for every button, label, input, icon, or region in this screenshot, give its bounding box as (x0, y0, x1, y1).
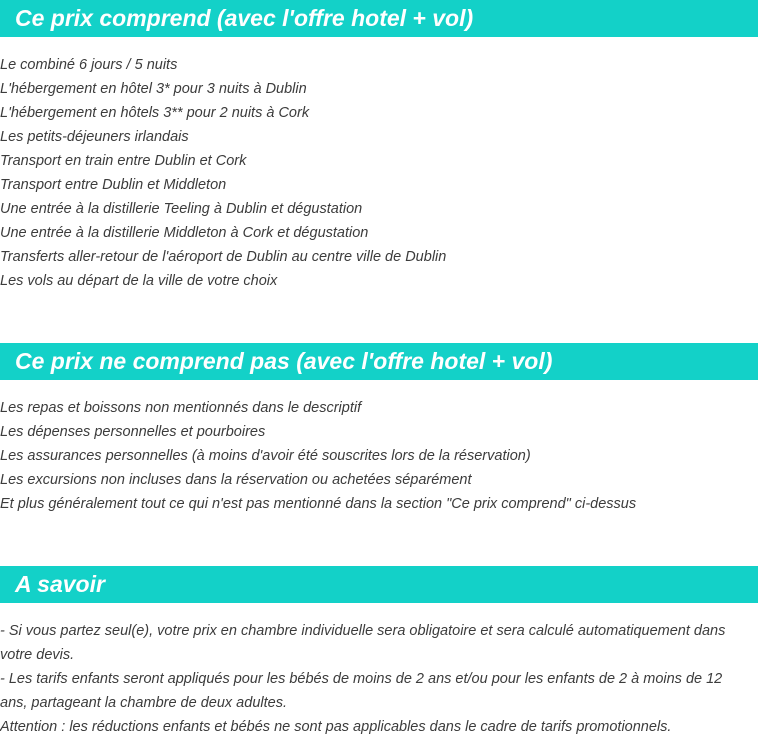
list-item: Les dépenses personnelles et pourboires (0, 424, 266, 440)
list-item: Les repas et boissons non mentionnés dans le descriptif (0, 400, 362, 416)
list-item: Et plus généralement tout ce qui n'est pas mentionné dans la section "Ce prix comprend" ci-dessus (0, 496, 637, 512)
list-item: Les excursions non incluses dans la réservation ou achetées séparément (0, 472, 472, 488)
info-paragraph: - Les tarifs enfants seront appliqués pour les bébés de moins de 2 ans et/ou pour les enfants de 2 à moins de 12 ans, partageant la chambre de deux adultes. (0, 671, 723, 711)
list-item: Les assurances personnelles (à moins d'avoir été souscrites lors de la réservation) (0, 448, 531, 464)
info-notes (0, 619, 752, 739)
list-item: L'hébergement en hôtel 3* pour 3 nuits à Dublin (0, 81, 307, 97)
list-item: Transport entre Dublin et Middleton (0, 177, 227, 193)
excluded-section-title: Ce prix ne comprend pas (avec l'offre hotel + vol) (0, 343, 758, 380)
list-item: Les vols au départ de la ville de votre choix (0, 273, 278, 289)
list-item: Une entrée à la distillerie Teeling à Dublin et dégustation (0, 201, 363, 217)
list-item: Une entrée à la distillerie Middleton à Cork et dégustation (0, 225, 369, 241)
included-section-title: Ce prix comprend (avec l'offre hotel + vol) (0, 0, 758, 37)
list-item: Transferts aller-retour de l'aéroport de Dublin au centre ville de Dublin (0, 249, 447, 265)
included-list (0, 53, 758, 293)
list-item: Le combiné 6 jours / 5 nuits (0, 57, 178, 73)
list-item: Les petits-déjeuners irlandais (0, 129, 189, 145)
list-item: L'hébergement en hôtels 3** pour 2 nuits à Cork (0, 105, 310, 121)
info-paragraph: - Si vous partez seul(e), votre prix en chambre individuelle sera obligatoire et sera calculé automatiquement dans votre devis. (0, 623, 726, 663)
info-paragraph: Attention : les réductions enfants et bébés ne sont pas applicables dans le cadre de tarifs promotionnels. (0, 719, 672, 735)
info-section-title: A savoir (0, 566, 758, 603)
list-item: Transport en train entre Dublin et Cork (0, 153, 247, 169)
excluded-list (0, 396, 758, 516)
